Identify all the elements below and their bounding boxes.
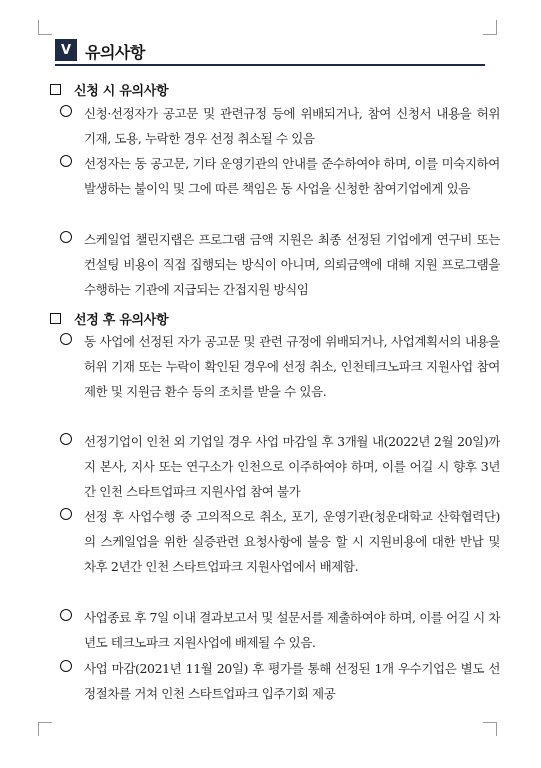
list-item (60, 504, 500, 579)
list-item (60, 227, 500, 302)
circle-bullet-icon (60, 660, 72, 672)
list-item (60, 605, 500, 655)
list-item-text: 사업 마감(2021년 11월 20일) 후 평가를 통해 선정된 1개 우수기업은 별도 선정절차를 거쳐 인천 스타트업파크 입주기회 제공 (84, 661, 500, 701)
list-item (60, 656, 500, 706)
subsection-heading-text: 신청 시 유의사항 (74, 84, 169, 99)
crop-mark-bottom-left-h (38, 722, 52, 723)
subsection-heading-application (50, 80, 168, 99)
circle-bullet-icon (60, 609, 72, 621)
list-item (60, 101, 500, 151)
list-item-text: 동 사업에 선정된 자가 공고문 및 관련 규정에 위배되거나, 사업계획서의 내용을 허위 기재 또는 누락이 확인된 경우에 선정 취소, 인천테크노파크 지원사업 참여제한 및 지원금 환수 등의 조치를 받을 수 있음. (84, 334, 500, 399)
crop-mark-top-right-h (483, 34, 497, 35)
list-item (60, 329, 500, 404)
circle-bullet-icon (60, 155, 72, 167)
list-item-text: 신청·선정자가 공고문 및 관련규정 등에 위배되거나, 참여 신청서 내용을 허위 기재, 도용, 누락한 경우 선정 취소될 수 있음 (84, 106, 500, 146)
list-item-text: 스케일업 챌린지랩은 프로그램 금액 지원은 최종 선정된 기업에게 연구비 또는 컨설팅 비용이 직접 집행되는 방식이 아니며, 의뢰금액에 대해 지원 프로그램을 수행하는 기관에 지급되는 간접지원 방식임 (84, 232, 500, 297)
circle-bullet-icon (60, 105, 72, 117)
circle-bullet-icon (60, 508, 72, 520)
list-item (60, 151, 500, 201)
crop-mark-top-left-h (38, 34, 52, 35)
crop-mark-bottom-right-v (496, 722, 497, 736)
section-title-bar (55, 38, 485, 66)
list-item-text: 선정 후 사업수행 중 고의적으로 취소, 포기, 운영기관(청운대학교 산학협력단)의 스케일업을 위한 실증관련 요청사항에 불응 할 시 지원비용에 대한 반납 및 차후 2년간 인천 스타트업파크 지원사업에서 배제함. (84, 509, 500, 574)
list-item (60, 429, 500, 504)
square-bullet-icon (50, 84, 61, 95)
list-item-text: 선정자는 동 공고문, 기타 운영기관의 안내를 준수하여야 하며, 이를 미숙지하여 발생하는 불이익 및 그에 따른 책임은 동 사업을 신청한 참여기업에게 있음 (84, 156, 500, 196)
crop-mark-top-left-v (38, 20, 39, 34)
subsection-heading-text: 선정 후 유의사항 (74, 313, 169, 328)
circle-bullet-icon (60, 231, 72, 243)
list-item-text: 선정기업이 인천 외 기업일 경우 사업 마감일 후 3개월 내(2022년 2월 20일)까지 본사, 지사 또는 연구소가 인천으로 이주하여야 하며, 이를 어길 시 향후 3년간 인천 스타트업파크 지원사업 참여 불가 (84, 434, 500, 499)
crop-mark-top-right-v (496, 20, 497, 34)
section-number-badge: Ⅴ (55, 39, 77, 61)
circle-bullet-icon (60, 333, 72, 345)
square-bullet-icon (50, 313, 61, 324)
circle-bullet-icon (60, 433, 72, 445)
list-item-text: 사업종료 후 7일 이내 결과보고서 및 설문서를 제출하여야 하며, 이를 어길 시 차년도 테크노파크 지원사업에 배제될 수 있음. (84, 610, 500, 650)
crop-mark-bottom-right-h (483, 722, 497, 723)
crop-mark-bottom-left-v (38, 722, 39, 736)
section-title: 유의사항 (85, 43, 145, 62)
subsection-heading-post-selection (50, 309, 168, 328)
